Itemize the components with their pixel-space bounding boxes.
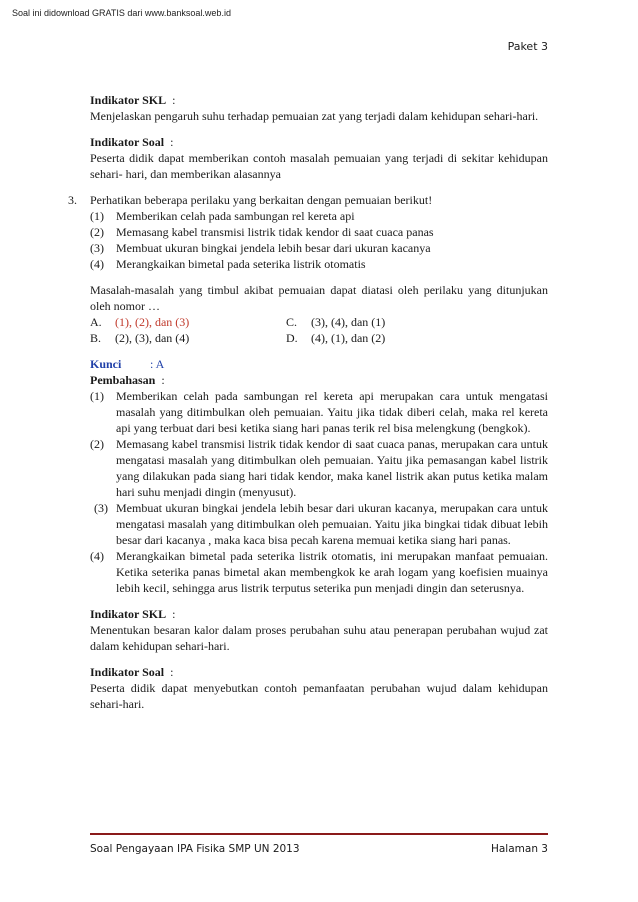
list-item: (1) Memberikan celah pada sambungan rel kereta api <box>90 209 355 223</box>
document-body <box>68 92 548 722</box>
list-item: (2) Memasang kabel transmisi listrik tidak kendor di saat cuaca panas, merupakan cara untuk mengatasi masalah yang ditimbulkan oleh pemuaian. Yaitu jika pemasangan kabel listrik yang dilakukan pada siang hari tidak kendor, maka kanel listrik akan putus ketika malam hari suhu menjadi dingin (menyusut). <box>90 437 548 499</box>
answer-key <box>90 356 548 372</box>
indikator-skl-label: Indikator SKL <box>90 93 167 107</box>
question-number: 3. <box>68 193 77 207</box>
choice-c: C. (3), (4), dan (1) <box>286 315 386 329</box>
list-item: (3) Membuat ukuran bingkai jendela lebih besar dari ukuran kacanya, merupakan cara untuk mengatasi masalah yang ditimbulkan oleh pemuaian. Yaitu jika bingkai tidak dibuat lebih besar dari kacanya , maka kaca bisa pecah karena memuai ketika siang hari panas. <box>94 501 548 547</box>
choice-a: A. (1), (2), dan (3) <box>90 315 190 329</box>
indikator-skl-sep: : <box>172 93 176 107</box>
download-watermark: Soal ini didownload GRATIS dari www.banksoal.web.id <box>12 8 231 18</box>
indikator-soal-text: Peserta didik dapat menyebutkan contoh pemanfaatan perubahan wujud dalam kehidupan sehari-hari. <box>90 681 548 711</box>
kunci-pembahasan <box>90 356 548 596</box>
pembahasan-sep: : <box>161 373 165 387</box>
indikator-soal-label: Indikator Soal <box>90 135 165 149</box>
list-item: (1) Memberikan celah pada sambungan rel kereta api merupakan cara untuk mengatasi masalah yang ditimbulkan oleh pemuaian. Yaitu jika tidak diberi celah, maka rel kereta api yang terbuat dari besi ketika siang hari panas terik rel bisa melengkung (bengkok). <box>90 389 548 435</box>
list-item: (2) Memasang kabel transmisi listrik tidak kendor di saat cuaca panas <box>90 225 434 239</box>
question-prompt: Masalah-masalah yang timbul akibat pemuaian dapat diatasi oleh perilaku yang ditunjukan oleh nomor … <box>90 283 548 313</box>
indikator-soal-label: Indikator Soal <box>90 665 165 679</box>
indikator-skl-sep: : <box>172 607 176 621</box>
list-item: (4) Merangkaikan bimetal pada seterika listrik otomatis <box>90 257 366 271</box>
pembahasan-list <box>90 388 548 596</box>
paket-label: Paket 3 <box>507 40 548 53</box>
question-prompt-block <box>90 282 548 346</box>
indikator-soal-1 <box>90 134 548 182</box>
list-item: (3) Membuat ukuran bingkai jendela lebih besar dari ukuran kacanya <box>90 241 431 255</box>
indikator-soal-text: Peserta didik dapat memberikan contoh masalah pemuaian yang terjadi di sekitar kehidupan sehari- hari, dan memberikan alasannya <box>90 151 548 181</box>
indikator-skl-2 <box>90 606 548 654</box>
behavior-list <box>90 208 548 272</box>
answer-choices <box>90 314 548 346</box>
question-3 <box>68 192 548 272</box>
question-stem: Perhatikan beberapa perilaku yang berkaitan dengan pemuaian berikut! <box>90 193 433 207</box>
footer-title: Soal Pengayaan IPA Fisika SMP UN 2013 <box>90 843 300 855</box>
indikator-skl-label: Indikator SKL <box>90 607 167 621</box>
indikator-skl-1 <box>90 92 548 124</box>
choice-b: B. (2), (3), dan (4) <box>90 331 190 345</box>
pembahasan-label: Pembahasan <box>90 373 156 387</box>
kunci-value: : A <box>150 357 165 371</box>
list-item: (4) Merangkaikan bimetal pada seterika listrik otomatis, ini merupakan manfaat pemuaian. Ketika seterika panas bimetal akan membengkok ke arah logam yang koefisien muainya lebih kecil, sehingga arus listrik terputus seterika pun menjadi dingin dan seterusnya. <box>90 549 548 595</box>
indikator-soal-sep: : <box>170 665 174 679</box>
choice-d: D. (4), (1), dan (2) <box>286 331 386 345</box>
indikator-skl-text: Menentukan besaran kalor dalam proses perubahan suhu atau penerapan perubahan wujud zat dalam kehidupan sehari-hari. <box>90 623 548 653</box>
indikator-soal-sep: : <box>170 135 174 149</box>
footer-divider <box>90 833 548 835</box>
page-number: Halaman 3 <box>490 843 548 855</box>
kunci-label: Kunci <box>90 357 122 371</box>
indikator-soal-2 <box>90 664 548 712</box>
indikator-skl-text: Menjelaskan pengaruh suhu terhadap pemuaian zat yang terjadi dalam kehidupan sehari-hari. <box>90 109 539 123</box>
